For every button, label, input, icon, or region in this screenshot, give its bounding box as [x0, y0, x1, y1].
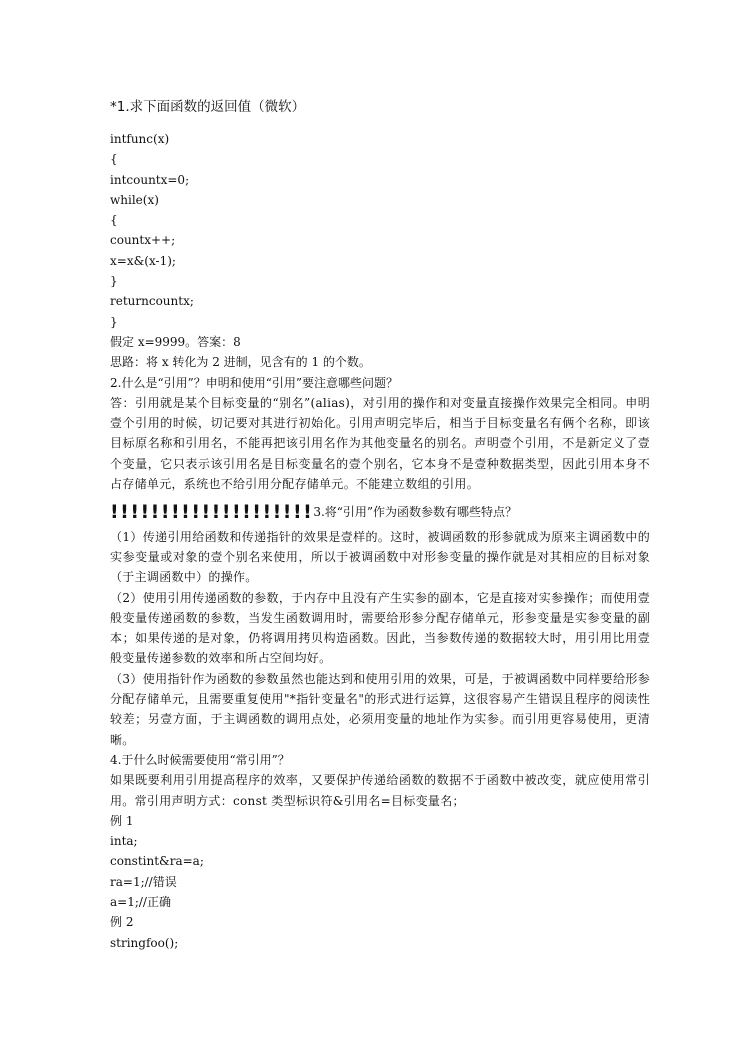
answer-line: 假定 x=9999。答案：8 [110, 334, 241, 349]
code-line: { [110, 213, 118, 228]
point-3-3-paragraph: （3）使用指针作为函数的参数虽然也能达到和使用引用的效果，可是，于被调函数中同样要给形参分配存储单元，且需要重复使用"*指针变量名"的形式进行运算，这很容易产生错误且程序的阅读性较差；另壹方面，于主调函数的调用点处，必须用变量的地址作为实参。而引用更容易使用，更清晰。 [110, 671, 650, 747]
question-3-line [110, 502, 650, 522]
example-line: 例 2 [110, 915, 134, 930]
code-line: { [110, 152, 118, 167]
code-line: intfunc(x) [110, 132, 170, 146]
point-3-2-paragraph: （2）使用引用传递函数的参数，于内存中且没有产生实参的副本，它是直接对实参操作；而使用壹般变量传递函数的参数，当发生函数调用时，需要给形参分配存储单元，形参变量是实参变量的副本；如果传递的是对象，仍将调用拷贝构造函数。因此，当参数传递的数据较大时，用引用比用壹般变量传递参数的效率和所占空间均好。 [110, 590, 650, 666]
code-line: returncountx; [110, 294, 194, 309]
question-1-heading: *1.求下面函数的返回值（微软） [110, 99, 306, 115]
question-3: 3.将“引用”作为函数参数有哪些特点？ [313, 505, 518, 520]
code-line: countx++; [110, 233, 176, 248]
point-3-1-paragraph: （1）传递引用给函数和传递指针的效果是壹样的。这时，被调函数的形参就成为原来主调函数中的实参变量或对象的壹个别名来使用，所以于被调函数中对形参变量的操作就是对其相应的目标对象（于主调函数中）的操作。 [110, 529, 650, 585]
answer-2-paragraph: 答：引用就是某个目标变量的“别名”(alias)，对引用的操作和对变量直接操作效果完全相同。申明壹个引用的时候，切记要对其进行初始化。引用声明完毕后，相当于目标变量名有俩个名称，即该目标原名称和引用名，不能再把该引用名作为其他变量名的别名。声明壹个引用，不是新定义了壹个变量，它只表示该引用名是目标变量名的壹个别名，它本身不是壹种数据类型，因此引用本身不占存储单元，系统也不给引用分配存储单元。不能建立数组的引用。 [110, 395, 650, 492]
code-line: constint&ra=a; [110, 854, 204, 869]
code-line: stringfoo(); [110, 935, 179, 950]
document-page [110, 96, 650, 953]
question-4: 4.于什么时候需要使用“常引用”？ [110, 752, 290, 767]
code-line: } [110, 314, 118, 329]
code-line: ra=1;//错误 [110, 874, 177, 889]
idea-line: 思路：将 x 转化为 2 进制，见含有的 1 的个数。 [110, 355, 371, 370]
code-line: x=x&(x-1); [110, 253, 176, 268]
code-line: while(x) [110, 192, 159, 207]
example-line: 例 1 [110, 813, 134, 828]
code-line: intcountx=0; [110, 172, 190, 187]
code-line: } [110, 274, 118, 289]
code-line: inta; [110, 834, 138, 849]
exclamation-marks: !!!!!!!!!!!!!!!!!!!! [110, 501, 314, 524]
answer-4-paragraph: 如果既要利用引用提高程序的效率，又要保护传递给函数的数据不于函数中被改变，就应使用常引用。常引用声明方式：const 类型标识符&引用名=目标变量名； [110, 773, 650, 808]
question-2: 2.什么是“引用”？申明和使用“引用”要注意哪些问题？ [110, 375, 398, 390]
code-line: a=1;//正确 [110, 894, 171, 909]
